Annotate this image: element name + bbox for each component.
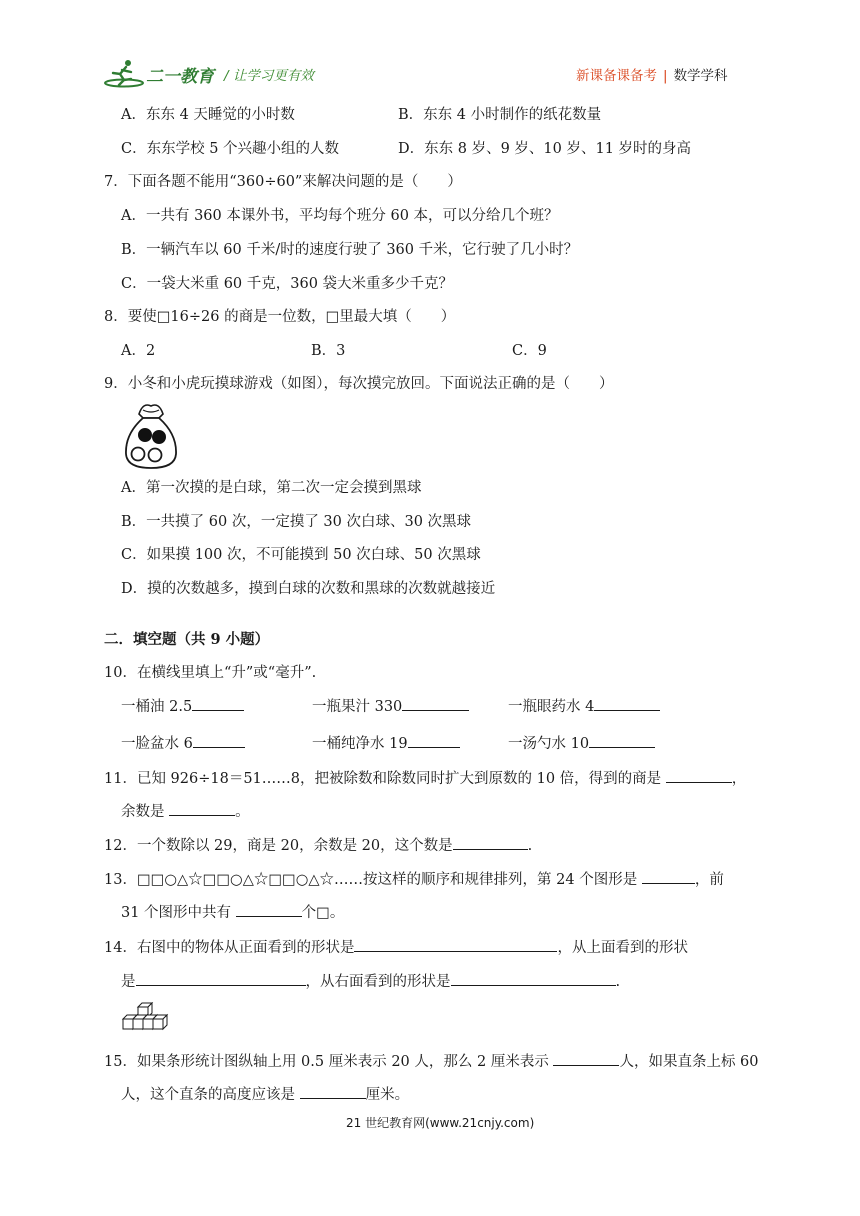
q10-item-label: 一汤勺水 10 — [508, 736, 590, 752]
answer-blank[interactable] — [136, 971, 306, 986]
answer-blank[interactable] — [236, 902, 302, 917]
answer-blank[interactable] — [594, 696, 660, 711]
q14-text: 是 — [121, 974, 136, 990]
q14-line1 — [104, 937, 688, 958]
q11-text: ， — [731, 771, 747, 787]
answer-blank[interactable] — [589, 733, 655, 748]
answer-blank[interactable] — [300, 1084, 366, 1099]
q10-item-label: 一桶纯净水 19 — [312, 736, 408, 752]
q6-option-d: D．东东 8 岁、9 岁、10 岁、11 岁时的身高 — [398, 141, 692, 157]
q7-option-c: C．一袋大米重 60 千克，360 袋大米重多少千克？ — [121, 276, 454, 292]
q9-option-a: A．第一次摸的是白球，第二次一定会摸到黑球 — [121, 480, 422, 496]
q8-option-c: C．9 — [512, 343, 547, 359]
q7-stem: 7．下面各题不能用“360÷60”来解决问题的是（ ） — [104, 174, 462, 190]
q10-item-label: 一瓶眼药水 4 — [508, 699, 595, 715]
answer-blank[interactable] — [553, 1051, 619, 1066]
q14-text: . — [615, 974, 621, 990]
q6-option-a: A．东东 4 天睡觉的小时数 — [121, 107, 295, 123]
q10-item — [312, 696, 469, 717]
q7-option-a: A．一共有 360 本课外书，平均每个班分 60 本，可以分给几个班？ — [121, 208, 559, 224]
q10-item-label: 一瓶果汁 330 — [312, 699, 403, 715]
q10-item — [508, 733, 655, 754]
q15-text: 15．如果条形统计图纵轴上用 0.5 厘米表示 20 人，那么 2 厘米表示 — [104, 1054, 554, 1070]
q15-text: 人，这个直条的高度应该是 — [121, 1087, 300, 1103]
q8-option-a: A．2 — [121, 343, 156, 359]
answer-blank[interactable] — [666, 768, 732, 783]
q12 — [104, 835, 532, 856]
runner-logo-icon — [104, 58, 144, 88]
q9-option-c: C．如果摸 100 次，不可能摸到 50 次白球、50 次黑球 — [121, 547, 481, 563]
answer-blank[interactable] — [354, 937, 557, 952]
q15-text: 人，如果直条上标 60 — [619, 1054, 759, 1070]
answer-blank[interactable] — [402, 696, 469, 711]
ball-bag-figure — [121, 400, 181, 472]
answer-blank[interactable] — [169, 801, 235, 816]
q9-option-b: B．一共摸了 60 次，一定摸了 30 次白球、30 次黑球 — [121, 514, 472, 530]
header-right — [576, 64, 728, 84]
q12-text: 12．一个数除以 29，商是 20，余数是 20，这个数是 — [104, 838, 453, 854]
q14-text: ，从上面看到的形状 — [557, 940, 688, 956]
header-separator: | — [663, 68, 668, 84]
answer-blank[interactable] — [192, 696, 244, 711]
q10-item-label: 一脸盆水 6 — [121, 736, 193, 752]
q13-text: 13．□□○△☆□□○△☆□□○△☆……按这样的顺序和规律排列，第 24 个图形是 — [104, 872, 642, 888]
q11-text: 余数是 — [121, 804, 170, 820]
q9-option-d: D．摸的次数越多，摸到白球的次数和黑球的次数就越接近 — [121, 581, 496, 597]
brand-name: 二一教育 — [146, 67, 214, 87]
q6-option-c: C．东东学校 5 个兴趣小组的人数 — [121, 141, 340, 157]
q10-item — [121, 696, 244, 717]
q6-option-b: B．东东 4 小时制作的纸花数量 — [398, 107, 602, 123]
q13-text: 31 个图形中共有 — [121, 905, 236, 921]
q11-text: 。 — [235, 804, 250, 820]
cube-stack-figure — [121, 1002, 169, 1032]
q14-text: ，从右面看到的形状是 — [305, 974, 451, 990]
answer-blank[interactable] — [408, 733, 460, 748]
q14-text: 14．右图中的物体从正面看到的形状是 — [104, 940, 355, 956]
q7-option-b: B．一辆汽车以 60 千米/时的速度行驶了 360 千米，它行驶了几小时？ — [121, 242, 579, 258]
q8-option-b: B．3 — [311, 343, 346, 359]
q14-line2 — [121, 971, 620, 992]
q10-item — [508, 696, 660, 717]
answer-blank[interactable] — [642, 869, 695, 884]
q13-text: 个□。 — [301, 905, 345, 921]
answer-blank[interactable] — [453, 835, 528, 850]
q10-item — [312, 733, 460, 754]
q15-line2 — [121, 1084, 409, 1105]
exam-label: 新课备课备考 — [576, 68, 657, 84]
subject-label: 数学学科 — [673, 68, 728, 84]
q15-text: 厘米。 — [365, 1087, 410, 1103]
q13-line2 — [121, 902, 344, 923]
q10-item — [121, 733, 245, 754]
q8-stem: 8．要使□16÷26 的商是一位数，□里最大填（ ） — [104, 309, 456, 325]
q10-item-label: 一桶油 2.5 — [121, 699, 193, 715]
q10-stem: 10．在横线里填上“升”或“毫升”. — [104, 665, 317, 681]
q9-stem: 9．小冬和小虎玩摸球游戏（如图），每次摸完放回。下面说法正确的是（ ） — [104, 376, 614, 392]
answer-blank[interactable] — [193, 733, 245, 748]
q13-text: ，前 — [694, 872, 724, 888]
q12-text: . — [527, 838, 533, 854]
q15-line1 — [104, 1051, 759, 1072]
q11-text: 11．已知 926÷18＝51……8，把被除数和除数同时扩大到原数的 10 倍，得到的商是 — [104, 771, 666, 787]
answer-blank[interactable] — [451, 971, 616, 986]
q11-line2 — [121, 801, 250, 822]
slogan: / 让学习更有效 — [224, 68, 314, 84]
q13-line1 — [104, 869, 724, 890]
section-title: 二．填空题（共 9 小题） — [104, 631, 270, 648]
footer-link[interactable]: 21 世纪教育网(www.21cnjy.com) — [346, 1116, 535, 1130]
q11-line1 — [104, 768, 746, 789]
